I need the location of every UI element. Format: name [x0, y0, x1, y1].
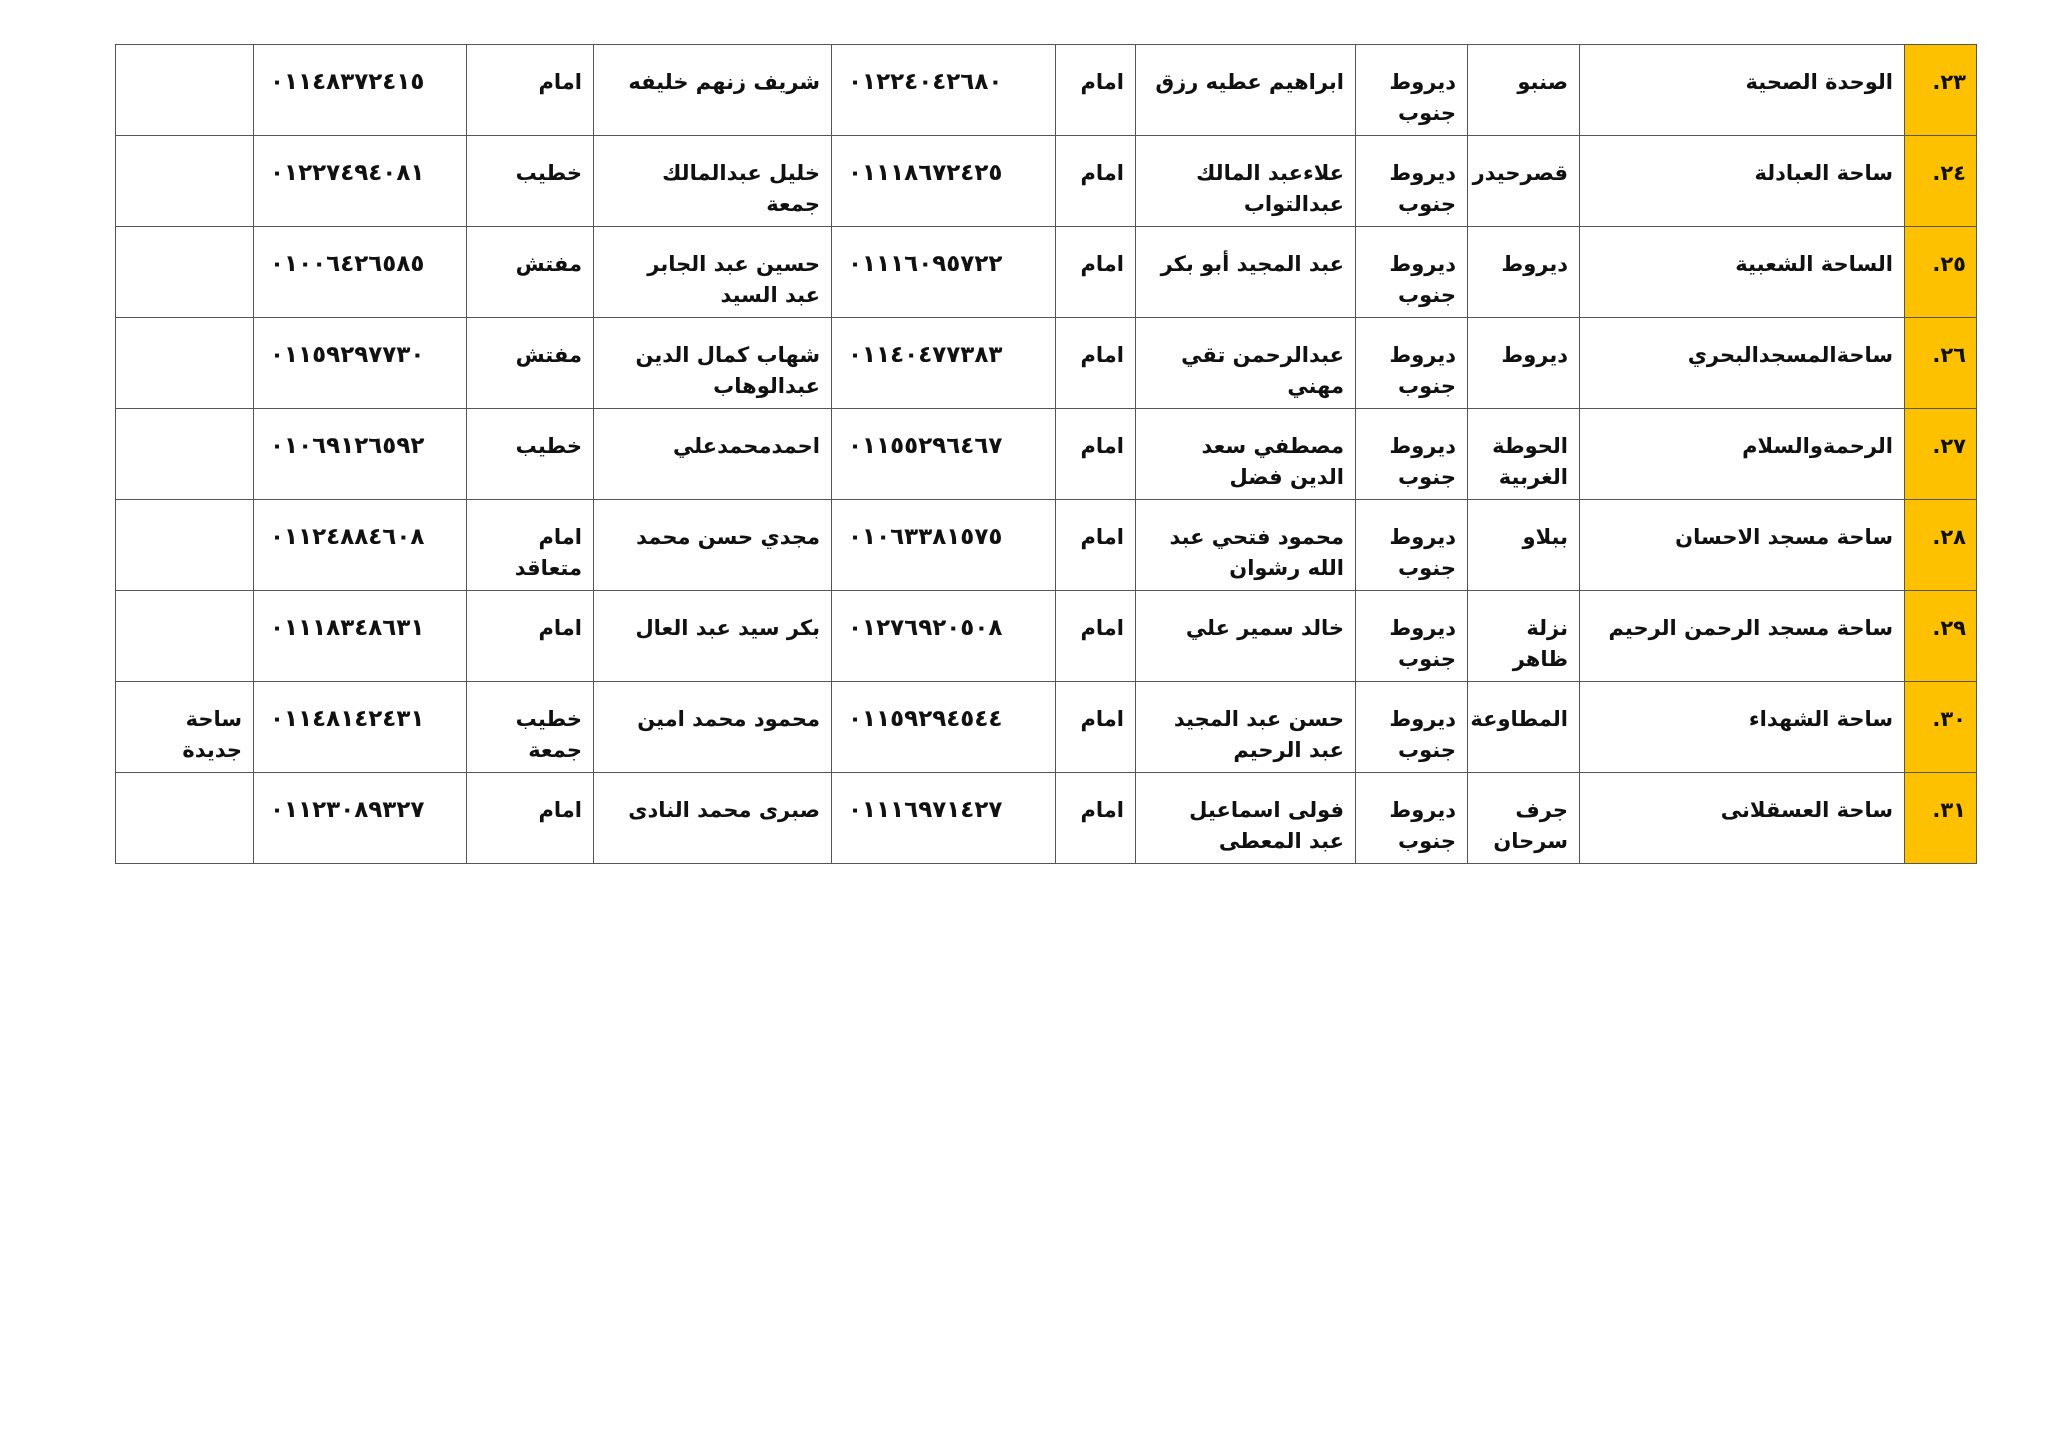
site-name: ساحة الشهداء	[1580, 682, 1905, 773]
table-body	[116, 45, 1977, 864]
site-name: ساحة مسجد الرحمن الرحيم	[1580, 591, 1905, 682]
first-person-phone: ٠١٢٢٤٠٤٢٦٨٠	[832, 45, 1056, 136]
table-row	[116, 318, 1977, 409]
site-name: ساحةالمسجدالبحري	[1580, 318, 1905, 409]
first-person-phone: ٠١٢٧٦٩٢٠٥٠٨	[832, 591, 1056, 682]
table-row	[116, 45, 1977, 136]
first-person-phone: ٠١١١٨٦٧٢٤٢٥	[832, 136, 1056, 227]
note	[116, 318, 254, 409]
first-person-name: حسن عبد المجيد عبد الرحيم	[1136, 682, 1356, 773]
district: ديروط جنوب	[1356, 773, 1468, 864]
row-number: ٣٠.	[1905, 682, 1977, 773]
first-person-role: امام	[1056, 591, 1136, 682]
second-person-phone: ٠١٠٦٩١٢٦٥٩٢	[254, 409, 467, 500]
district: ديروط جنوب	[1356, 682, 1468, 773]
village: ديروط	[1468, 318, 1580, 409]
first-person-name: عبد المجيد أبو بكر	[1136, 227, 1356, 318]
first-person-role: امام	[1056, 500, 1136, 591]
second-person-name: احمدمحمدعلي	[594, 409, 832, 500]
row-number: ٣١.	[1905, 773, 1977, 864]
second-person-phone: ٠١١٢٤٨٨٤٦٠٨	[254, 500, 467, 591]
first-person-name: عبدالرحمن تقي مهني	[1136, 318, 1356, 409]
village: قصرحيدر	[1468, 136, 1580, 227]
row-number: ٢٦.	[1905, 318, 1977, 409]
second-person-phone: ٠١١٤٨٣٧٢٤١٥	[254, 45, 467, 136]
site-name: الرحمةوالسلام	[1580, 409, 1905, 500]
row-number: ٢٨.	[1905, 500, 1977, 591]
district: ديروط جنوب	[1356, 136, 1468, 227]
second-person-phone: ٠١٠٠٦٤٢٦٥٨٥	[254, 227, 467, 318]
table-row	[116, 773, 1977, 864]
second-person-name: شهاب كمال الدين عبدالوهاب	[594, 318, 832, 409]
table-row	[116, 227, 1977, 318]
second-person-phone: ٠١١٢٣٠٨٩٣٢٧	[254, 773, 467, 864]
village: ديروط	[1468, 227, 1580, 318]
note	[116, 773, 254, 864]
second-person-name: حسين عبد الجابر عبد السيد	[594, 227, 832, 318]
note	[116, 500, 254, 591]
second-person-phone: ٠١١٥٩٢٩٧٧٣٠	[254, 318, 467, 409]
site-name: ساحة مسجد الاحسان	[1580, 500, 1905, 591]
note	[116, 591, 254, 682]
first-person-phone: ٠١١٥٥٢٩٦٤٦٧	[832, 409, 1056, 500]
first-person-role: امام	[1056, 227, 1136, 318]
second-person-role: امام	[467, 45, 594, 136]
village: صنبو	[1468, 45, 1580, 136]
village: الحوطة الغربية	[1468, 409, 1580, 500]
second-person-role: امام متعاقد	[467, 500, 594, 591]
village: جرف سرحان	[1468, 773, 1580, 864]
first-person-name: علاءعبد المالك عبدالتواب	[1136, 136, 1356, 227]
second-person-name: خليل عبدالمالك جمعة	[594, 136, 832, 227]
table-row	[116, 409, 1977, 500]
site-name: الوحدة الصحية	[1580, 45, 1905, 136]
row-number: ٢٤.	[1905, 136, 1977, 227]
second-person-role: مفتش	[467, 318, 594, 409]
second-person-name: شريف زنهم خليفه	[594, 45, 832, 136]
district: ديروط جنوب	[1356, 591, 1468, 682]
table-row	[116, 136, 1977, 227]
first-person-name: فولى اسماعيل عبد المعطى	[1136, 773, 1356, 864]
first-person-role: امام	[1056, 409, 1136, 500]
second-person-role: امام	[467, 591, 594, 682]
first-person-phone: ٠١١١٦٩٧١٤٢٧	[832, 773, 1056, 864]
village: نزلة ظاهر	[1468, 591, 1580, 682]
second-person-role: خطيب جمعة	[467, 682, 594, 773]
first-person-role: امام	[1056, 136, 1136, 227]
village: المطاوعة	[1468, 682, 1580, 773]
second-person-name: صبرى محمد النادى	[594, 773, 832, 864]
first-person-role: امام	[1056, 45, 1136, 136]
second-person-name: محمود محمد امين	[594, 682, 832, 773]
note	[116, 136, 254, 227]
district: ديروط جنوب	[1356, 500, 1468, 591]
row-number: ٢٩.	[1905, 591, 1977, 682]
first-person-phone: ٠١١٥٩٢٩٤٥٤٤	[832, 682, 1056, 773]
first-person-role: امام	[1056, 682, 1136, 773]
second-person-phone: ٠١١٤٨١٤٢٤٣١	[254, 682, 467, 773]
first-person-name: مصطفي سعد الدين فضل	[1136, 409, 1356, 500]
first-person-role: امام	[1056, 773, 1136, 864]
table-row	[116, 591, 1977, 682]
row-number: ٢٣.	[1905, 45, 1977, 136]
site-name: ساحة العسقلانى	[1580, 773, 1905, 864]
table-row	[116, 500, 1977, 591]
first-person-phone: ٠١٠٦٣٣٨١٥٧٥	[832, 500, 1056, 591]
table-row	[116, 682, 1977, 773]
district: ديروط جنوب	[1356, 318, 1468, 409]
site-name: الساحة الشعبية	[1580, 227, 1905, 318]
first-person-role: امام	[1056, 318, 1136, 409]
second-person-name: بكر سيد عبد العال	[594, 591, 832, 682]
district: ديروط جنوب	[1356, 409, 1468, 500]
second-person-name: مجدي حسن محمد	[594, 500, 832, 591]
district: ديروط جنوب	[1356, 227, 1468, 318]
row-number: ٢٥.	[1905, 227, 1977, 318]
note	[116, 227, 254, 318]
first-person-name: ابراهيم عطيه رزق	[1136, 45, 1356, 136]
prayer-sites-table	[115, 44, 1977, 864]
second-person-phone: ٠١١١٨٣٤٨٦٣١	[254, 591, 467, 682]
first-person-name: محمود فتحي عبد الله رشوان	[1136, 500, 1356, 591]
second-person-role: امام	[467, 773, 594, 864]
second-person-role: خطيب	[467, 409, 594, 500]
row-number: ٢٧.	[1905, 409, 1977, 500]
district: ديروط جنوب	[1356, 45, 1468, 136]
note: ساحة جديدة	[116, 682, 254, 773]
site-name: ساحة العبادلة	[1580, 136, 1905, 227]
first-person-phone: ٠١١١٦٠٩٥٧٢٢	[832, 227, 1056, 318]
second-person-role: خطيب	[467, 136, 594, 227]
note	[116, 409, 254, 500]
village: ببلاو	[1468, 500, 1580, 591]
second-person-phone: ٠١٢٢٧٤٩٤٠٨١	[254, 136, 467, 227]
second-person-role: مفتش	[467, 227, 594, 318]
first-person-name: خالد سمير علي	[1136, 591, 1356, 682]
first-person-phone: ٠١١٤٠٤٧٧٣٨٣	[832, 318, 1056, 409]
note	[116, 45, 254, 136]
